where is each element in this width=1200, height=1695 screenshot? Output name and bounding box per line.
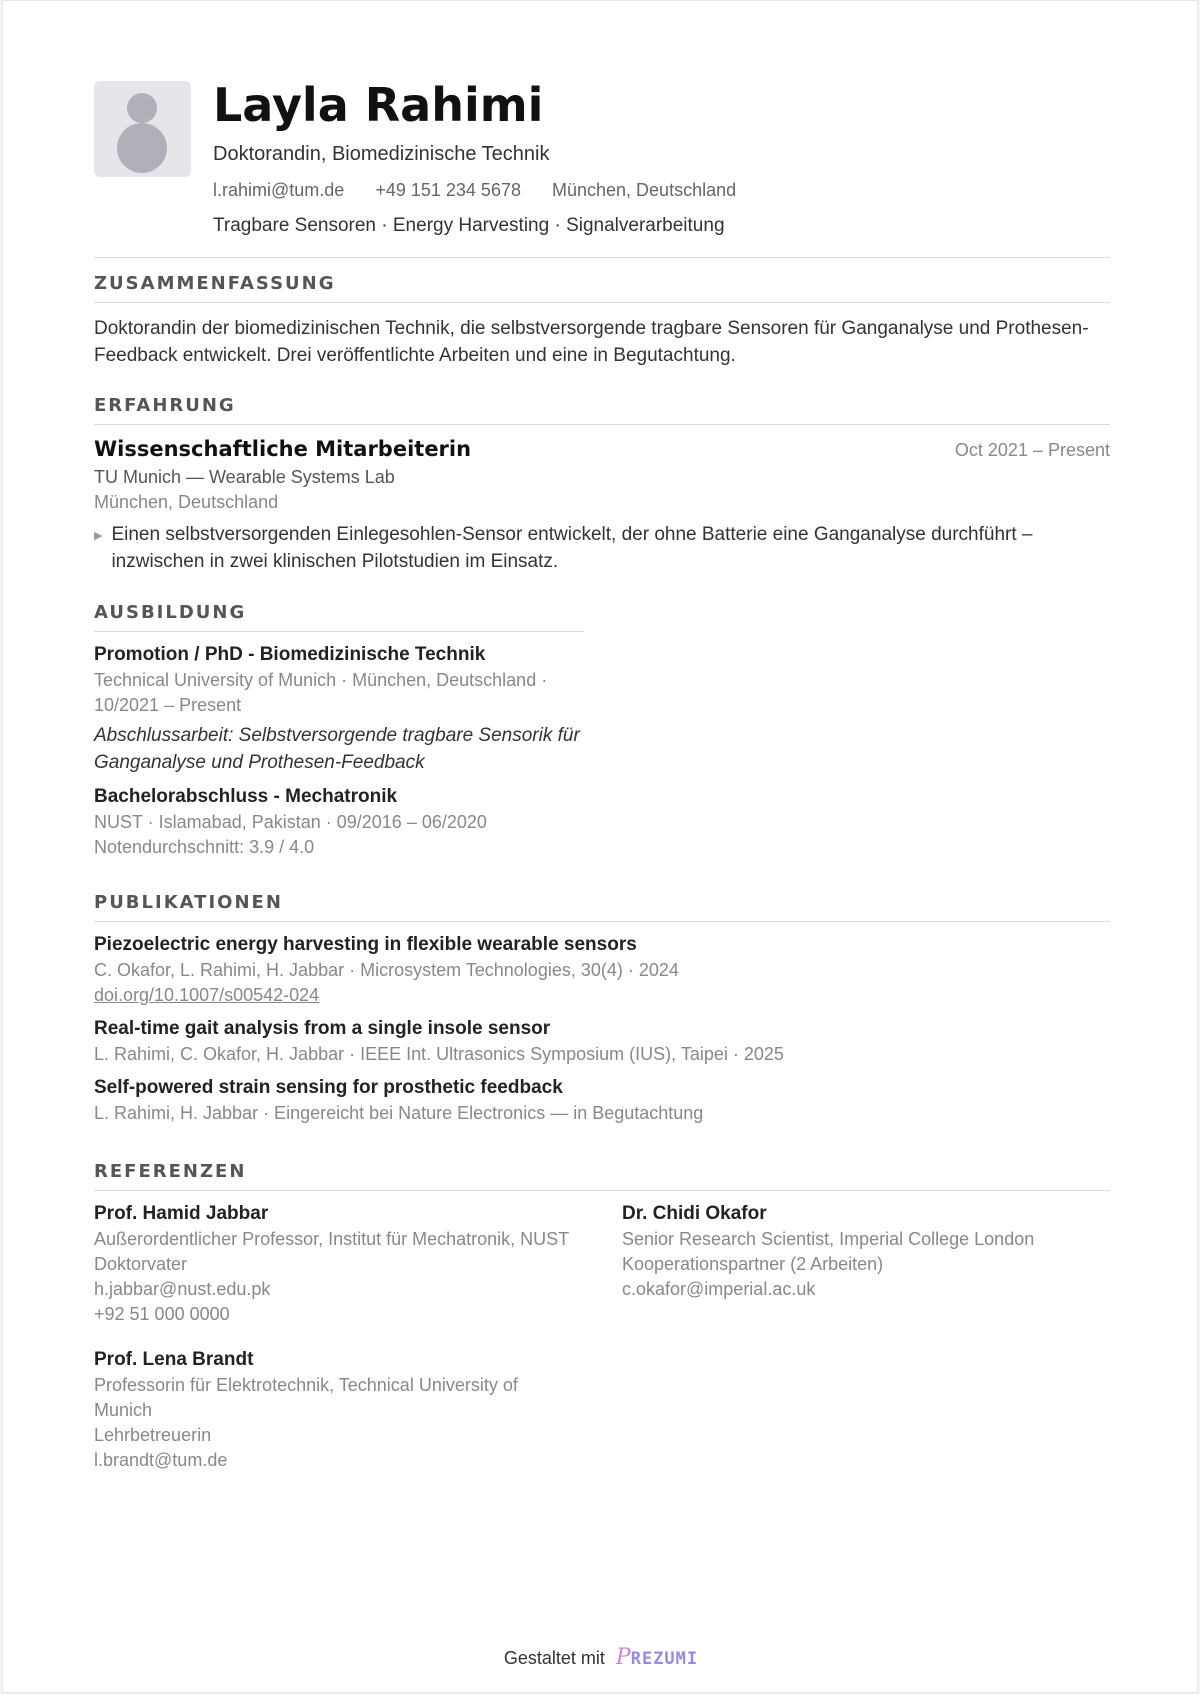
reference-email[interactable]: l.brandt@tum.de — [94, 1450, 228, 1470]
publication-title: Piezoelectric energy harvesting in flexible wearable sensors — [94, 934, 637, 955]
footer — [3, 1645, 1199, 1670]
education-gpa: Notendurchschnitt: 3.9 / 4.0 — [94, 837, 315, 857]
contact-location: München, Deutschland — [552, 180, 737, 200]
reference-name: Prof. Lena Brandt — [94, 1349, 254, 1370]
education-degree: Promotion / PhD - Biomedizinische Technik — [94, 644, 486, 665]
publication-item — [94, 1077, 1110, 1124]
contact-row — [213, 180, 762, 201]
publication-meta: C. Okafor, L. Rahimi, H. Jabbar · Microsystem Technologies, 30(4) · 2024 — [94, 960, 679, 980]
job-entry — [94, 437, 1110, 575]
publication-item — [94, 1018, 1110, 1065]
reference-name: Prof. Hamid Jabbar — [94, 1203, 269, 1224]
reference-position: Außerordentlicher Professor, Institut für Mechatronik, NUST — [94, 1229, 570, 1249]
job-title: Wissenschaftliche Mitarbeiterin — [94, 437, 472, 461]
publications-section — [94, 892, 1110, 1136]
resume-header — [94, 78, 1110, 257]
reference-position: Senior Research Scientist, Imperial College London — [622, 1229, 1035, 1249]
experience-section — [94, 395, 1110, 575]
references-grid — [94, 1203, 1110, 1503]
education-entry — [94, 786, 584, 860]
reference-relation: Doktorvater — [94, 1254, 188, 1274]
header-info — [213, 78, 762, 237]
rezumi-logo-mark[interactable]: P — [615, 1645, 631, 1670]
candidate-name: Layla Rahimi — [213, 78, 544, 132]
references-section — [94, 1161, 1110, 1503]
publication-meta: L. Rahimi, C. Okafor, H. Jabbar · IEEE Int. Ultrasonics Symposium (IUS), Taipei · 2025 — [94, 1044, 784, 1064]
rezumi-logo-text[interactable]: REZUMI — [630, 1649, 699, 1669]
reference-relation: Kooperationspartner (2 Arbeiten) — [622, 1254, 884, 1274]
job-date: Oct 2021 – Present — [954, 440, 1110, 460]
avatar — [94, 81, 191, 177]
publication-title: Self-powered strain sensing for prosthetic feedback — [94, 1077, 563, 1098]
reference-card — [622, 1203, 1110, 1302]
reference-card — [94, 1349, 564, 1473]
education-entry — [94, 644, 584, 776]
section-title-publications: PUBLIKATIONEN — [94, 892, 1110, 922]
job-location: München, Deutschland — [94, 492, 279, 512]
summary-text: Doktorandin der biomedizinischen Technik, die selbstversorgende tragbare Sensoren für Ganganalyse und Prothesen-Feedback entwickelt. Drei veröffentlichte Arbeiten und eine in Begutachtung. — [94, 318, 1089, 366]
section-title-summary: ZUSAMMENFASSUNG — [94, 273, 1110, 303]
section-title-references: REFERENZEN — [94, 1161, 1110, 1191]
resume-content — [94, 78, 1110, 1470]
publication-doi-link[interactable]: doi.org/10.1007/s00542-024 — [94, 985, 320, 1005]
bullet-triangle-icon: ▶ — [94, 530, 103, 542]
summary-section — [94, 257, 1110, 369]
reference-name: Dr. Chidi Okafor — [622, 1203, 767, 1224]
reference-relation: Lehrbetreuerin — [94, 1425, 212, 1445]
candidate-role: Doktorandin, Biomedizinische Technik — [213, 143, 550, 165]
education-thesis: Abschlussarbeit: Selbstversorgende tragbare Sensorik für Ganganalyse und Prothesen-Feedback — [94, 725, 580, 773]
avatar-head-shape — [127, 93, 157, 123]
job-header — [94, 437, 1110, 461]
education-meta: Technical University of Munich · München, Deutschland · 10/2021 – Present — [94, 670, 548, 715]
reference-email[interactable]: h.jabbar@nust.edu.pk — [94, 1279, 271, 1299]
reference-position: Professorin für Elektrotechnik, Technical University of Munich — [94, 1375, 518, 1420]
publication-meta: L. Rahimi, H. Jabbar · Eingereicht bei Nature Electronics — in Begutachtung — [94, 1103, 704, 1123]
footer-text: Gestaltet mit — [503, 1648, 605, 1668]
education-degree: Bachelorabschluss - Mechatronik — [94, 786, 398, 807]
education-section — [94, 602, 584, 870]
job-bullet — [94, 521, 1110, 575]
education-meta: NUST · Islamabad, Pakistan · 09/2016 – 06/2020 — [94, 812, 487, 832]
reference-email[interactable]: c.okafor@imperial.ac.uk — [622, 1279, 816, 1299]
publication-title: Real-time gait analysis from a single insole sensor — [94, 1018, 551, 1039]
contact-email[interactable]: l.rahimi@tum.de — [213, 180, 345, 200]
section-title-education: AUSBILDUNG — [94, 602, 584, 632]
publication-item — [94, 934, 1110, 1006]
job-bullet-text: Einen selbstversorgenden Einlegesohlen-Sensor entwickelt, der ohne Batterie eine Ganganalyse durchführt – inzwischen in zwei klinischen Pilotstudien im Einsatz. — [111, 524, 1033, 572]
contact-phone[interactable]: +49 151 234 5678 — [375, 180, 521, 200]
avatar-body-shape — [117, 123, 167, 173]
section-title-experience: ERFAHRUNG — [94, 395, 1110, 425]
reference-phone[interactable]: +92 51 000 0000 — [94, 1304, 230, 1324]
job-organization: TU Munich — Wearable Systems Lab — [94, 467, 395, 487]
resume-page — [2, 0, 1198, 1693]
reference-card — [94, 1203, 594, 1327]
interests-line: Tragbare Sensoren · Energy Harvesting · Signalverarbeitung — [213, 215, 725, 236]
